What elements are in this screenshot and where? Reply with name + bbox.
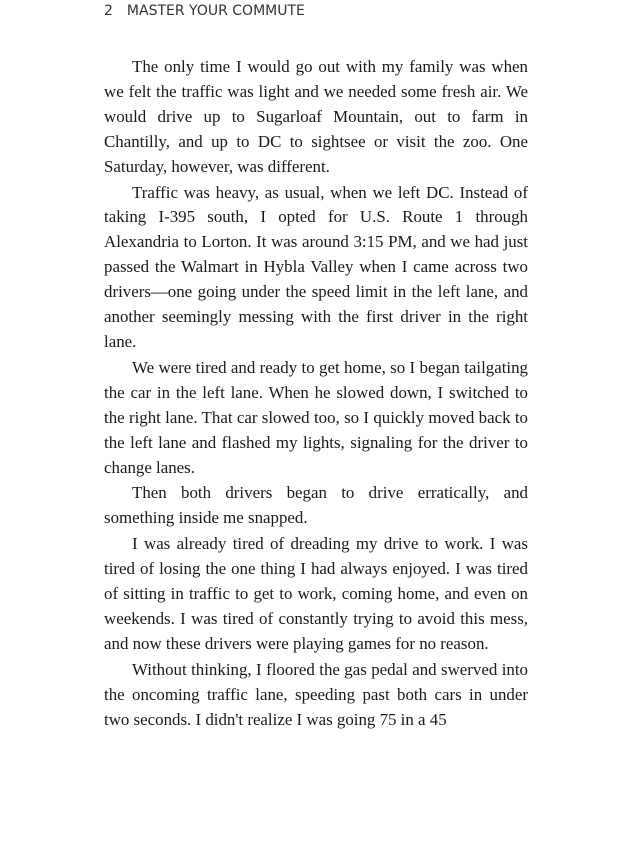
paragraph: Traffic was heavy, as usual, when we left DC. Instead of taking I-395 south, I opted for U.S. Route 1 through Alexandria to Lorton. It was around 3:15 PM, and we had just passed the Walmart in Hybla Valley when I came across two drivers—one going under the speed limit in the left lane, and another seemingly messing with the first driver in the right lane. [104,182,528,351]
running-title: MASTER YOUR COMMUTE [126,3,305,19]
paragraph: We were tired and ready to get home, so I began tailgating the car in the left lane. When he slowed down, I switched to the right lane. That car slowed too, so I quickly moved back to the left lane and flashed my lights, signaling for the driver to change lanes. [104,357,528,477]
body-text [104,55,528,733]
paragraph: I was already tired of dreading my drive to work. I was tired of losing the one thing I had always enjoyed. I was tired of sitting in traffic to get to work, coming home, and even on weekends. I was tired of constantly trying to avoid this mess, and now these drivers were playing games for no reason. [104,534,528,653]
running-header [104,2,305,20]
paragraph: Then both drivers began to drive erratically, and something inside me snapped. [104,483,528,528]
paragraph: Without thinking, I floored the gas pedal and swerved into the oncoming traffic lane, speeding past both cars in under two seconds. I didn't realize I was going 75 in a 45 [104,659,528,729]
page-number: 2 [104,3,113,19]
paragraph: The only time I would go out with my family was when we felt the traffic was light and we needed some fresh air. We would drive up to Sugarloaf Mountain, out to farm in Chantilly, and up to DC to sightsee or visit the zoo. One Saturday, however, was different. [104,57,528,176]
